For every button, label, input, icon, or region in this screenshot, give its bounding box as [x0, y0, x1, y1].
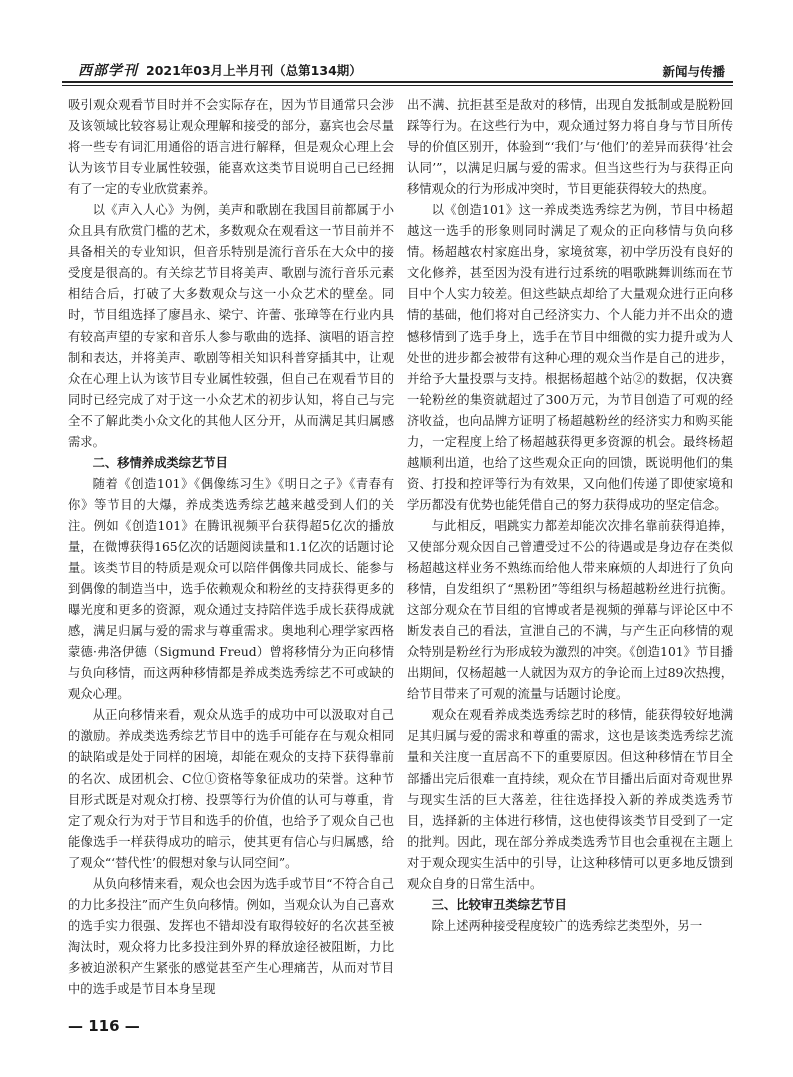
body-paragraph: 与此相反，唱跳实力都差却能次次排名靠前获得追捧，又使部分观众因自己曾遭受过不公的待遇或是身边存在类似杨超越这样业务不熟练而给他人带来麻烦的人却进行了负向移情，自发组织了“黑粉团”等组织与杨超越粉丝进行抗衡。这部分观众在节目组的官博或者是视频的弹幕与评论区中不断发表自己的看法，宣泄自己的不满，与产生正向移情的观众特别是粉丝行为形成较为激烈的冲突。《创造101》节目播出期间，仅杨超越一人就因为双方的争论而上过89次热搜，给节目带来了可观的流量与话题讨论度。	[407, 518, 733, 702]
body-paragraph: 随着《创造101》《偶像练习生》《明日之子》《青春有你》等节目的大爆，养成类选秀综艺越来越受到人们的关注。例如《创造101》在腾讯视频平台获得超5亿次的播放量，在微博获得165亿次的话题阅读量和1.1亿次的话题讨论量。该类节目的特质是观众可以陪伴偶像共同成长、能参与到偶像的制造当中，选手依赖观众和粉丝的支持获得更多的曝光度和更多的资源，观众通过支持陪伴选手成长获得成就感，满足归属与爱的需求与尊重需求。奥地利心理学家西格蒙德·弗洛伊德（Sigmund Freud）曾将移情分为正向移情与负向移情，而这两种移情都是养成类选秀综艺不可或缺的观众心理。	[68, 476, 394, 702]
header-rule-top	[62, 81, 733, 83]
section-heading: 二、移情养成类综艺节目	[92, 455, 228, 470]
header-rule-bottom	[62, 85, 733, 86]
right-column	[407, 95, 733, 937]
body-paragraph-continued: 出不满、抗拒甚至是敌对的移情，出现自发抵制或是脱粉回踩等行为。在这些行为中，观众通过努力将自身与节目所传导的价值区别开，体验到“‘我们’与‘他们’的差异而获得‘社会认同’”，以满足归属与爱的需求。但当这些行为与获得正向移情观众的行为形成冲突时，节目更能获得较大的热度。	[407, 98, 733, 197]
journal-logo: 西部学刊	[78, 63, 138, 79]
body-paragraph: 从正向移情来看，观众从选手的成功中可以汲取对自己的激励。养成类选秀综艺节目中的选手可能存在与观众相同的缺陷或是处于同样的困境，却能在观众的支持下获得靠前的名次、成团机会、C位①资格等象征成功的荣誉。这种节目形式既是对观众打榜、投票等行为价值的认可与尊重，肯定了观众行为对于节目和选手的价值，也给予了观众自己也能像选手一样获得成功的暗示，使其更有信心与归属感，给了观众“‘替代性’的假想对象与认同空间”。	[68, 708, 394, 870]
body-paragraph: 以《声入人心》为例，美声和歌剧在我国目前都属于小众且具有欣赏门槛的艺术，多数观众在观看这一节目前并不具备相关的专业知识，但音乐特别是流行音乐在大众中的接受度是很高的。有关综艺节目将美声、歌剧与流行音乐元素相结合后，打破了大多数观众与这一小众艺术的壁垒。同时，节目组选择了廖昌永、梁宁、许蕾、张璋等在行业内具有较高声望的专家和音乐人参与歌曲的选择、演唱的语言控制和表达，并将美声、歌剧等相关知识科普穿插其中，让观众在心理上认为该节目专业属性较强，但自己在观看节目的同时已经完成了对于这一小众艺术的初步认知，将自己与完全不了解此类小众文化的其他人区分开，从而满足其归属感需求。	[68, 203, 394, 449]
body-paragraph-continued: 吸引观众观看节目时并不会实际存在，因为节目通常只会涉及该领域比较容易让观众理解和接受的部分，嘉宾也会尽量将一些专有词汇用通俗的语言进行解释，但是观众心理上会认为该节目专业属性较强，能喜欢这类节目说明自己已经拥有了一定的专业欣赏素养。	[68, 98, 394, 197]
body-paragraph: 从负向移情来看，观众也会因为选手或节目“不符合自己的力比多投注”而产生负向移情。例如，当观众认为自己喜欢的选手实力很强、发挥也不错却没有取得较好的名次甚至被淘汰时，观众将力比多投注到外界的释放途径被阻断，力比多被迫淤积产生紧张的感觉甚至产生心理痛苦，从而对节目中的选手或是节目本身呈现	[68, 876, 395, 996]
section-name: 新闻与传播	[662, 64, 725, 79]
body-paragraph: 观众在观看养成类选秀综艺时的移情，能获得较好地满足其归属与爱的需求和尊重的需求，这也是该类选秀综艺流量和关注度一直居高不下的重要原因。但这种移情在节目全部播出完后很难一直持续，观众在节目播出后面对奇观世界与现实生活的巨大落差，往往选择投入新的养成类选秀节目，选择新的主体进行移情，这也使得该类节目受到了一定的批判。因此，现在部分养成类选秀节目也会重视在主题上对于观众现实生活中的引导，让这种移情可以更多地反馈到观众自身的日常生活中。	[407, 708, 733, 891]
page-number: — 116 —	[68, 1017, 140, 1035]
section-heading: 三、比较审丑类综艺节目	[431, 897, 567, 912]
body-paragraph: 以《创造101》这一养成类选秀综艺为例，节目中杨超越这一选手的形象则同时满足了观众的正向移情与负向移情。杨超越农村家庭出身，家境贫寒，初中学历没有良好的文化修养，甚至因为没有进行过系统的唱歌跳舞训练而在节目中个人实力较差。但这些缺点却给了大量观众进行正向移情的基础，他们将对自己经济实力、个人能力并不出众的遗憾移情到了选手身上，选手在节目中细微的实力提升或为人处世的进步都会被带有这种心理的观众当作是自己的进步，并给予大量投票与支持。根据杨超越个站②的数据，仅决赛一轮粉丝的集资就超过了300万元，为节目创造了可观的经济收益，也向品牌方证明了杨超越粉丝的经济实力和购买能力，一定程度上给了杨超越获得更多资源的机会。最终杨超越顺利出道，也给了这些观众正向的回馈，既说明他们的集资、打投和控评等行为有效果，又向他们传递了即使家境和学历都没有优势也能凭借自己的努力获得成功的坚定信念。	[407, 203, 733, 512]
left-column	[68, 95, 394, 1000]
page-header	[0, 0, 793, 88]
body-paragraph: 除上述两种接受程度较广的选秀综艺类型外，另一	[431, 918, 703, 933]
journal-issue: 2021年03月上半月刊（总第134期）	[146, 63, 362, 78]
